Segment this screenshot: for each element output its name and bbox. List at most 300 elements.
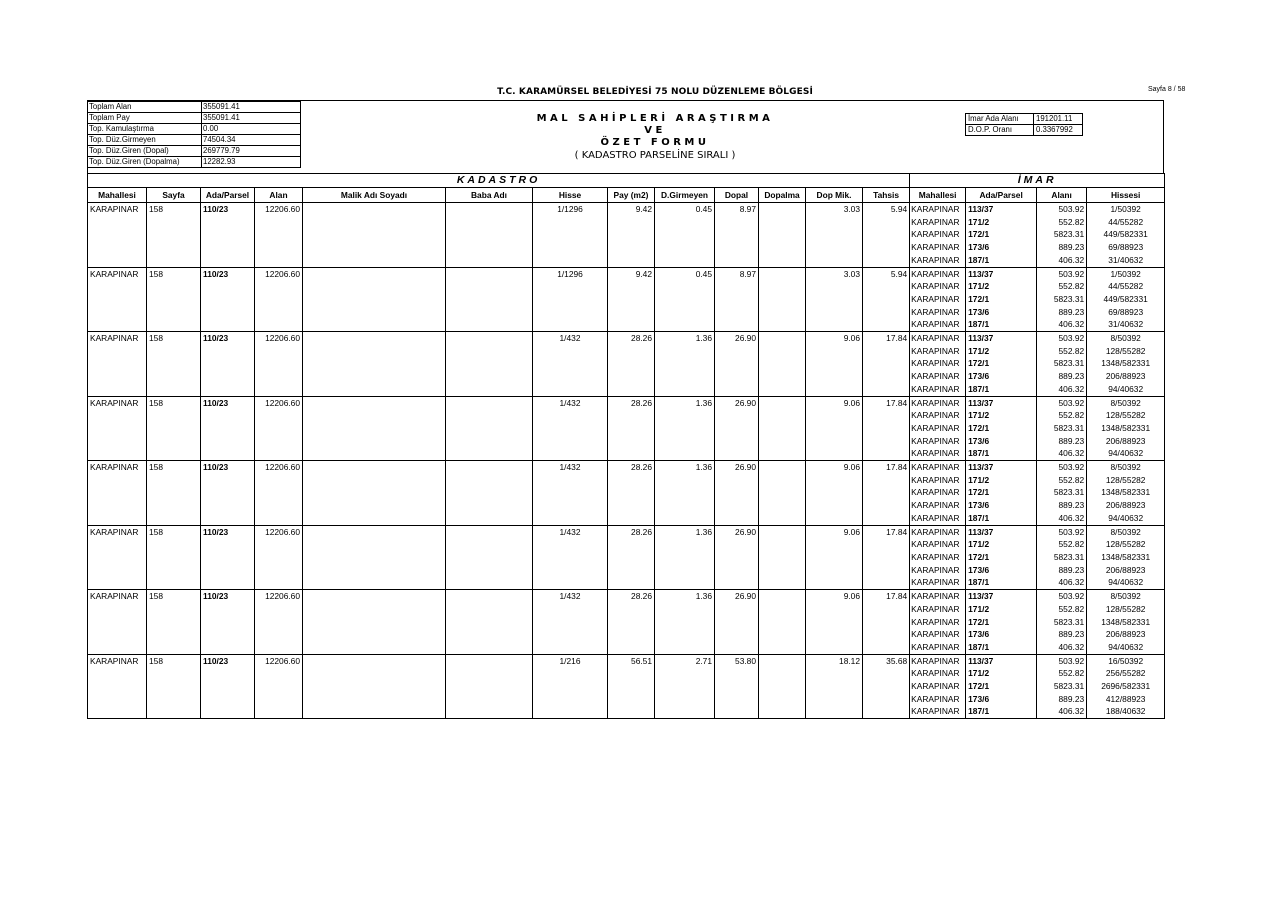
cell-empty (446, 435, 533, 448)
cell-empty (715, 383, 759, 396)
cell-empty (303, 705, 446, 718)
table-row (88, 383, 1165, 396)
cell-dopal: 8.97 (715, 203, 759, 216)
cell-empty (608, 345, 655, 358)
cell-empty (147, 693, 201, 706)
column-header: Dopal (715, 188, 759, 203)
cell-ada: 110/23 (201, 203, 255, 216)
cell-empty (863, 318, 910, 331)
cell-dopmik: 9.06 (806, 590, 863, 603)
cell-empty (533, 409, 608, 422)
cell-pay: 9.42 (608, 267, 655, 280)
cell-imar-ada: 187/1 (966, 576, 1037, 589)
cell-empty (446, 705, 533, 718)
table-row (88, 603, 1165, 616)
table-row (88, 228, 1165, 241)
cell-empty (863, 345, 910, 358)
cell-empty (715, 564, 759, 577)
cell-empty (446, 538, 533, 551)
cell-empty (715, 254, 759, 267)
cell-pay: 28.26 (608, 461, 655, 474)
cell-imar-hisse: 31/40632 (1087, 254, 1165, 267)
cell-empty (201, 564, 255, 577)
cell-imar-mahalle: KARAPINAR (910, 603, 966, 616)
cell-empty (806, 616, 863, 629)
cell-imar-mahalle: KARAPINAR (910, 680, 966, 693)
cell-imar-ada: 172/1 (966, 551, 1037, 564)
cell-imar-mahalle: KARAPINAR (910, 576, 966, 589)
cell-imar-hisse: 206/88923 (1087, 435, 1165, 448)
cell-empty (88, 435, 147, 448)
cell-empty (88, 564, 147, 577)
cell-empty (255, 318, 303, 331)
cell-empty (147, 512, 201, 525)
cell-empty (201, 705, 255, 718)
cell-empty (446, 680, 533, 693)
cell-empty (759, 680, 806, 693)
cell-empty (255, 241, 303, 254)
cell-dopalma (759, 396, 806, 409)
cell-empty (533, 474, 608, 487)
cell-imar-alan: 5823.31 (1037, 486, 1087, 499)
cell-empty (608, 293, 655, 306)
cell-empty (759, 603, 806, 616)
cell-sayfa: 158 (147, 654, 201, 667)
cell-mahalle: KARAPINAR (88, 461, 147, 474)
cell-empty (806, 551, 863, 564)
cell-dgirmeyen: 2.71 (655, 654, 715, 667)
cell-empty (655, 667, 715, 680)
cell-dopmik: 9.06 (806, 461, 863, 474)
cell-empty (88, 512, 147, 525)
cell-empty (608, 564, 655, 577)
cell-empty (806, 409, 863, 422)
cell-empty (303, 576, 446, 589)
table-row (88, 628, 1165, 641)
cell-imar-hisse: 128/55282 (1087, 345, 1165, 358)
cell-empty (446, 474, 533, 487)
cell-imar-hisse: 1348/582331 (1087, 422, 1165, 435)
cell-empty (608, 357, 655, 370)
table-row (88, 499, 1165, 512)
cell-empty (759, 435, 806, 448)
cell-ada: 110/23 (201, 590, 255, 603)
cell-sayfa: 158 (147, 203, 201, 216)
cell-malik (303, 396, 446, 409)
cell-empty (715, 306, 759, 319)
cell-imar-ada: 113/37 (966, 332, 1037, 345)
cell-empty (715, 228, 759, 241)
cell-empty (533, 551, 608, 564)
cell-empty (863, 628, 910, 641)
cell-empty (655, 538, 715, 551)
cell-empty (759, 306, 806, 319)
cell-empty (147, 422, 201, 435)
cell-empty (533, 228, 608, 241)
group-imar: İMAR (910, 174, 1165, 188)
summary-value: 269779.79 (202, 146, 301, 157)
cell-empty (533, 318, 608, 331)
cell-empty (88, 447, 147, 460)
cell-empty (759, 241, 806, 254)
cell-empty (255, 616, 303, 629)
cell-dgirmeyen: 1.36 (655, 461, 715, 474)
cell-imar-ada: 171/2 (966, 345, 1037, 358)
cell-dopmik: 3.03 (806, 267, 863, 280)
cell-imar-ada: 113/37 (966, 203, 1037, 216)
cell-empty (759, 499, 806, 512)
cell-empty (806, 667, 863, 680)
table-row (88, 538, 1165, 551)
cell-empty (533, 693, 608, 706)
summary-label: Top. Kamulaştırma (88, 124, 202, 135)
cell-empty (806, 705, 863, 718)
cell-empty (655, 370, 715, 383)
cell-dopal: 8.97 (715, 267, 759, 280)
cell-empty (759, 576, 806, 589)
cell-empty (608, 228, 655, 241)
cell-baba (446, 203, 533, 216)
cell-empty (88, 603, 147, 616)
cell-empty (446, 499, 533, 512)
cell-empty (88, 538, 147, 551)
cell-hisse: 1/432 (533, 332, 608, 345)
cell-empty (533, 254, 608, 267)
cell-empty (715, 447, 759, 460)
cell-empty (759, 564, 806, 577)
cell-imar-ada: 187/1 (966, 447, 1037, 460)
cell-empty (806, 486, 863, 499)
cell-imar-ada: 173/6 (966, 693, 1037, 706)
cell-imar-ada: 171/2 (966, 667, 1037, 680)
cell-imar-hisse: 16/50392 (1087, 654, 1165, 667)
cell-hisse: 1/1296 (533, 267, 608, 280)
cell-empty (863, 499, 910, 512)
summary-row (88, 124, 301, 135)
summary-row (88, 135, 301, 146)
cell-imar-alan: 552.82 (1037, 409, 1087, 422)
cell-empty (759, 486, 806, 499)
cell-empty (147, 641, 201, 654)
cell-imar-mahalle: KARAPINAR (910, 383, 966, 396)
cell-empty (759, 409, 806, 422)
cell-imar-hisse: 94/40632 (1087, 383, 1165, 396)
cell-empty (759, 293, 806, 306)
cell-imar-mahalle: KARAPINAR (910, 590, 966, 603)
cell-empty (655, 435, 715, 448)
cell-empty (303, 306, 446, 319)
table-row (88, 280, 1165, 293)
cell-tahsis: 17.84 (863, 332, 910, 345)
cell-empty (715, 680, 759, 693)
cell-empty (446, 486, 533, 499)
cell-imar-mahalle: KARAPINAR (910, 474, 966, 487)
table-row (88, 641, 1165, 654)
cell-imar-ada: 173/6 (966, 499, 1037, 512)
cell-empty (201, 616, 255, 629)
cell-empty (255, 603, 303, 616)
cell-mahalle: KARAPINAR (88, 203, 147, 216)
cell-empty (806, 576, 863, 589)
cell-imar-hisse: 2696/582331 (1087, 680, 1165, 693)
cell-empty (655, 383, 715, 396)
cell-empty (533, 280, 608, 293)
cell-mahalle: KARAPINAR (88, 267, 147, 280)
cell-empty (255, 512, 303, 525)
cell-imar-ada: 172/1 (966, 680, 1037, 693)
cell-empty (303, 383, 446, 396)
cell-empty (303, 422, 446, 435)
cell-empty (533, 306, 608, 319)
imar-info-row (966, 114, 1083, 125)
table-row (88, 318, 1165, 331)
cell-dopal: 53.80 (715, 654, 759, 667)
cell-empty (303, 486, 446, 499)
cell-empty (255, 280, 303, 293)
cell-empty (255, 447, 303, 460)
cell-dopmik: 9.06 (806, 525, 863, 538)
cell-dopalma (759, 203, 806, 216)
cell-empty (201, 667, 255, 680)
cell-empty (806, 603, 863, 616)
cell-imar-hisse: 188/40632 (1087, 705, 1165, 718)
form-subtitle: ( KADASTRO PARSELİNE SIRALI ) (574, 150, 736, 161)
cell-empty (147, 383, 201, 396)
cell-imar-hisse: 1/50392 (1087, 203, 1165, 216)
cell-empty (863, 228, 910, 241)
cell-imar-alan: 406.32 (1037, 318, 1087, 331)
cell-empty (446, 228, 533, 241)
table-row (88, 667, 1165, 680)
table-row (88, 332, 1165, 345)
cell-sayfa: 158 (147, 332, 201, 345)
cell-empty (715, 409, 759, 422)
cell-hisse: 1/216 (533, 654, 608, 667)
cell-empty (303, 216, 446, 229)
cell-empty (147, 447, 201, 460)
cell-empty (806, 254, 863, 267)
cell-empty (446, 641, 533, 654)
cell-ada: 110/23 (201, 396, 255, 409)
cell-imar-ada: 113/37 (966, 525, 1037, 538)
cell-tahsis: 5.94 (863, 267, 910, 280)
cell-empty (759, 641, 806, 654)
cell-empty (608, 383, 655, 396)
cell-empty (715, 422, 759, 435)
cell-hisse: 1/432 (533, 590, 608, 603)
cell-imar-ada: 173/6 (966, 370, 1037, 383)
table-row (88, 357, 1165, 370)
cell-empty (201, 641, 255, 654)
cell-empty (655, 693, 715, 706)
cell-imar-alan: 889.23 (1037, 499, 1087, 512)
cell-empty (655, 705, 715, 718)
cell-imar-ada: 172/1 (966, 228, 1037, 241)
column-header: Mahallesi (88, 188, 147, 203)
cell-empty (655, 241, 715, 254)
cell-imar-ada: 113/37 (966, 461, 1037, 474)
cell-empty (655, 551, 715, 564)
cell-imar-mahalle: KARAPINAR (910, 318, 966, 331)
cell-empty (303, 538, 446, 551)
cell-empty (255, 228, 303, 241)
summary-row (88, 146, 301, 157)
cell-empty (446, 628, 533, 641)
cell-empty (446, 241, 533, 254)
cell-empty (806, 345, 863, 358)
cell-imar-hisse: 44/55282 (1087, 280, 1165, 293)
cell-empty (303, 228, 446, 241)
cell-imar-alan: 503.92 (1037, 590, 1087, 603)
cell-sayfa: 158 (147, 267, 201, 280)
form-title-line3: ÖZET FORMU (600, 137, 710, 148)
table-row (88, 306, 1165, 319)
column-header: Hisse (533, 188, 608, 203)
cell-empty (201, 551, 255, 564)
cell-imar-alan: 406.32 (1037, 447, 1087, 460)
table-row (88, 654, 1165, 667)
cell-empty (863, 293, 910, 306)
cell-imar-hisse: 128/55282 (1087, 474, 1165, 487)
cell-empty (446, 564, 533, 577)
cell-empty (255, 551, 303, 564)
cell-empty (608, 254, 655, 267)
cell-empty (303, 254, 446, 267)
cell-imar-alan: 406.32 (1037, 641, 1087, 654)
cell-empty (303, 357, 446, 370)
cell-empty (446, 357, 533, 370)
cell-empty (715, 486, 759, 499)
cell-empty (147, 603, 201, 616)
cell-empty (863, 576, 910, 589)
cell-empty (608, 280, 655, 293)
cell-empty (446, 280, 533, 293)
cell-malik (303, 461, 446, 474)
cell-imar-alan: 503.92 (1037, 654, 1087, 667)
cell-dopal: 26.90 (715, 461, 759, 474)
cell-empty (759, 616, 806, 629)
cell-empty (88, 241, 147, 254)
cell-empty (255, 474, 303, 487)
cell-empty (863, 564, 910, 577)
cell-empty (655, 228, 715, 241)
cell-imar-mahalle: KARAPINAR (910, 525, 966, 538)
cell-empty (715, 370, 759, 383)
cell-empty (655, 409, 715, 422)
cell-empty (608, 603, 655, 616)
cell-empty (759, 216, 806, 229)
cell-empty (608, 370, 655, 383)
cell-empty (255, 345, 303, 358)
cell-imar-mahalle: KARAPINAR (910, 667, 966, 680)
cell-imar-alan: 889.23 (1037, 306, 1087, 319)
cell-empty (255, 641, 303, 654)
cell-empty (255, 499, 303, 512)
cell-empty (715, 280, 759, 293)
cell-imar-ada: 172/1 (966, 293, 1037, 306)
cell-empty (715, 474, 759, 487)
cell-tahsis: 17.84 (863, 461, 910, 474)
cell-empty (863, 486, 910, 499)
cell-imar-hisse: 8/50392 (1087, 590, 1165, 603)
cell-tahsis: 17.84 (863, 525, 910, 538)
cell-empty (655, 447, 715, 460)
cell-imar-mahalle: KARAPINAR (910, 693, 966, 706)
cell-imar-ada: 187/1 (966, 383, 1037, 396)
cell-dopal: 26.90 (715, 525, 759, 538)
cell-empty (715, 435, 759, 448)
cell-empty (655, 306, 715, 319)
cell-empty (806, 512, 863, 525)
cell-empty (255, 383, 303, 396)
cell-empty (201, 628, 255, 641)
cell-empty (303, 293, 446, 306)
table-row (88, 267, 1165, 280)
cell-dopalma (759, 461, 806, 474)
cell-empty (88, 693, 147, 706)
column-header: Ada/Parsel (201, 188, 255, 203)
summary-row (88, 102, 301, 113)
cell-imar-ada: 187/1 (966, 641, 1037, 654)
cell-hisse: 1/432 (533, 461, 608, 474)
cell-empty (533, 241, 608, 254)
cell-empty (446, 370, 533, 383)
cell-imar-mahalle: KARAPINAR (910, 654, 966, 667)
cell-empty (806, 680, 863, 693)
cell-empty (201, 499, 255, 512)
cell-imar-alan: 889.23 (1037, 435, 1087, 448)
cell-empty (303, 603, 446, 616)
cell-empty (655, 280, 715, 293)
cell-mahalle: KARAPINAR (88, 396, 147, 409)
cell-empty (863, 216, 910, 229)
cell-empty (446, 318, 533, 331)
table-row (88, 254, 1165, 267)
cell-empty (608, 499, 655, 512)
cell-empty (806, 216, 863, 229)
cell-empty (255, 422, 303, 435)
cell-mahalle: KARAPINAR (88, 654, 147, 667)
cell-imar-mahalle: KARAPINAR (910, 280, 966, 293)
cell-empty (446, 422, 533, 435)
cell-empty (655, 641, 715, 654)
imar-info-value: 0.3367992 (1034, 125, 1083, 136)
cell-empty (759, 254, 806, 267)
imar-info-label: İmar Ada Alanı (966, 114, 1034, 125)
cell-empty (446, 551, 533, 564)
cell-empty (303, 474, 446, 487)
cell-empty (655, 628, 715, 641)
cell-imar-mahalle: KARAPINAR (910, 461, 966, 474)
cell-dgirmeyen: 0.45 (655, 267, 715, 280)
cell-empty (806, 474, 863, 487)
cell-dopalma (759, 590, 806, 603)
table-row (88, 216, 1165, 229)
cell-imar-mahalle: KARAPINAR (910, 628, 966, 641)
cell-empty (608, 447, 655, 460)
cell-empty (255, 357, 303, 370)
cell-alan: 12206.60 (255, 461, 303, 474)
table-row (88, 705, 1165, 718)
cell-sayfa: 158 (147, 461, 201, 474)
cell-imar-mahalle: KARAPINAR (910, 486, 966, 499)
cell-imar-mahalle: KARAPINAR (910, 332, 966, 345)
cell-empty (303, 435, 446, 448)
cell-empty (147, 705, 201, 718)
cell-empty (806, 641, 863, 654)
table-row (88, 693, 1165, 706)
table-row (88, 461, 1165, 474)
